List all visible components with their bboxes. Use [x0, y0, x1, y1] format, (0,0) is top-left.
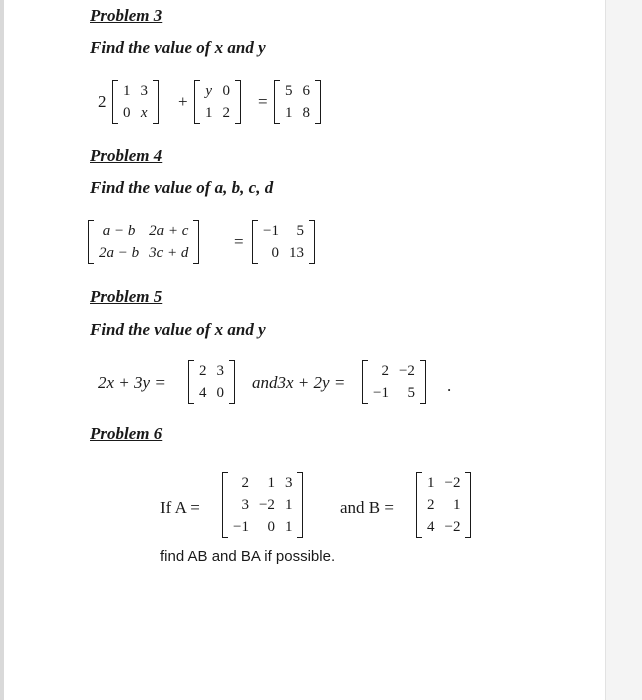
cell: 1 [427, 475, 435, 491]
problem-5-instruction: Find the value of x and y [90, 320, 266, 339]
p6-and-b [340, 498, 394, 518]
p4-matrix-a [88, 220, 199, 264]
p6-matrix-b [416, 472, 471, 538]
cell: 0 [271, 245, 279, 261]
p3-equals: = [258, 92, 268, 111]
problem-3-heading: Problem 3 [90, 6, 163, 25]
cell: 4 [199, 385, 207, 401]
cell: 0 [123, 105, 131, 121]
cell: 5 [296, 223, 304, 239]
cell: a − b [102, 223, 136, 239]
cell: 2 [241, 475, 249, 491]
p6-footer: find AB and BA if possible. [160, 548, 336, 565]
cell: 13 [288, 245, 304, 261]
cell: 1 [452, 497, 461, 513]
cell: 1 [123, 83, 131, 99]
p5-matrix-b [362, 360, 426, 404]
cell: 8 [302, 105, 310, 121]
cell: 2 [199, 363, 207, 379]
cell: 1 [205, 105, 213, 121]
p6-and-b-label: and B = [340, 498, 394, 517]
cell: 4 [427, 519, 435, 535]
cell: 3 [216, 363, 224, 379]
cell: 2a + c [149, 223, 189, 239]
p3-matrix-c [274, 80, 321, 124]
cell: −2 [444, 475, 461, 491]
problem-3-instruction: Find the value of x and y [90, 38, 266, 57]
p6-matrix-a [222, 472, 303, 538]
cell: 1 [267, 475, 275, 491]
cell: 1 [284, 519, 293, 535]
problem-4-heading: Problem 4 [90, 146, 163, 165]
p3-plus: + [178, 92, 188, 111]
cell: −1 [373, 385, 389, 401]
p5-equation-1: 2x + 3y = [98, 373, 166, 392]
cell: 0 [267, 519, 275, 535]
cell: 0 [222, 83, 230, 99]
cell: 3 [140, 83, 148, 99]
p3-matrix-b [194, 80, 241, 124]
cell: −2 [258, 497, 275, 513]
cell: −1 [263, 223, 279, 239]
cell: 1 [285, 105, 293, 121]
p5-period: . [447, 376, 452, 395]
cell: 3 [241, 497, 249, 513]
cell: 3 [284, 475, 293, 491]
cell: 2 [381, 363, 389, 379]
cell: x [140, 105, 148, 121]
cell: 3c + d [149, 245, 189, 261]
p3-matrix-a [112, 80, 159, 124]
cell: 1 [284, 497, 293, 513]
problem-6-heading: Problem 6 [90, 424, 163, 443]
cell: −2 [398, 363, 415, 379]
cell: 0 [216, 385, 224, 401]
cell: 6 [302, 83, 310, 99]
cell: −1 [233, 519, 249, 535]
cell: 2 [222, 105, 230, 121]
problem-4-instruction: Find the value of a, b, c, d [90, 178, 274, 197]
cell: 5 [407, 385, 415, 401]
problem-5-heading: Problem 5 [90, 287, 163, 306]
left-edge [0, 0, 4, 700]
p6-if-a [160, 498, 200, 518]
cell: 2 [427, 497, 435, 513]
p4-matrix-b [252, 220, 315, 264]
p5-matrix-a [188, 360, 235, 404]
p6-if-a-label: If A = [160, 498, 200, 517]
scrollbar-track[interactable] [605, 0, 642, 700]
cell: 2a − b [99, 245, 140, 261]
p4-equals: = [234, 232, 244, 251]
p5-equation-2: and3x + 2y = [252, 373, 346, 392]
cell: −2 [444, 519, 461, 535]
cell: y [205, 83, 213, 99]
p3-scalar: 2 [98, 92, 107, 111]
cell: 5 [285, 83, 293, 99]
